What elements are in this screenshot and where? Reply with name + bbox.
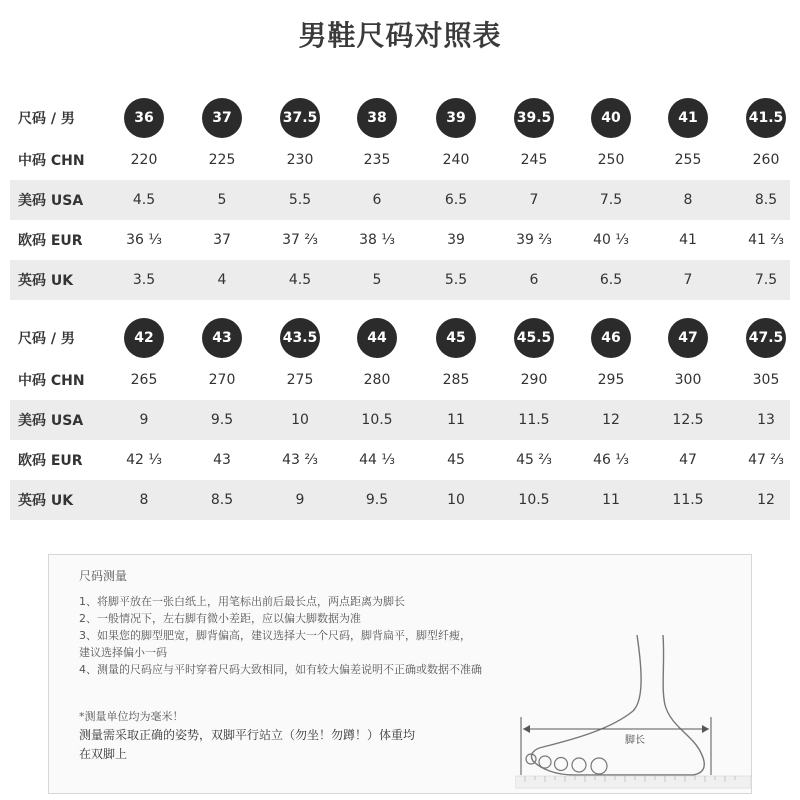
chn-cell: 250 [597,152,625,168]
size-badge: 39.5 [514,98,554,138]
size-row-label: 尺码 / 男 [18,111,75,127]
size-badge: 43.5 [280,318,320,358]
size-badge: 43 [202,318,242,358]
page-title: 男鞋尺码对照表 [298,19,502,52]
guide-item: 建议选择偏小一码 [79,646,167,659]
size-badge: 40 [591,98,631,138]
chn-row [10,140,790,180]
usa-row [10,400,790,440]
uk-cell: 9 [295,492,305,508]
uk-cell: 10 [447,492,465,508]
guide-item: 3、如果您的脚型肥宽，脚背偏高，建议选择大一个尺码，脚背扁平，脚型纤瘦， [79,629,471,642]
size-badge: 38 [357,98,397,138]
usa-cell: 8.5 [754,192,778,208]
eur-cell: 45 ⅔ [516,452,552,468]
eur-cell: 47 ⅔ [748,452,784,468]
eur-cell: 47 [679,452,697,468]
size-row-label: 尺码 / 男 [18,331,75,347]
usa-cell: 10.5 [361,412,393,428]
eur-cell: 36 ⅓ [126,232,162,248]
measurement-note [79,707,539,764]
usa-row-label: 美码 USA [18,193,84,209]
guide-item: 1、将脚平放在一张白纸上，用笔标出前后最长点，两点距离为脚长 [79,595,405,608]
size-badge: 45 [436,318,476,358]
uk-cell: 6 [529,272,539,288]
usa-cell: 9 [139,412,149,428]
size-table-1 [10,96,790,300]
chn-cell: 275 [286,372,314,388]
eur-cell: 41 ⅔ [748,232,784,248]
size-row [10,96,790,140]
guide-item: 2、一般情况下，左右脚有微小差距，应以偏大脚数据为准 [79,612,361,625]
usa-cell: 11 [447,412,465,428]
usa-cell: 6 [372,192,382,208]
chn-cell: 280 [363,372,391,388]
eur-row-label: 欧码 EUR [18,233,83,249]
uk-cell: 3.5 [132,272,156,288]
usa-cell: 5 [217,192,227,208]
usa-row [10,180,790,220]
usa-cell: 8 [683,192,693,208]
posture-note-cont: 在双脚上 [79,747,128,761]
uk-row-label: 英码 UK [18,493,74,509]
uk-cell: 8 [139,492,149,508]
uk-cell: 4.5 [288,272,312,288]
chn-cell: 290 [520,372,548,388]
uk-row-label: 英码 UK [18,273,74,289]
eur-cell: 39 [447,232,465,248]
size-badge: 39 [436,98,476,138]
eur-row [10,220,790,260]
chn-cell: 235 [363,152,391,168]
chn-cell: 270 [208,372,236,388]
uk-cell: 4 [217,272,227,288]
size-badge: 37.5 [280,98,320,138]
chn-cell: 285 [442,372,470,388]
usa-cell: 13 [757,412,775,428]
eur-cell: 42 ⅓ [126,452,162,468]
size-badge: 44 [357,318,397,358]
eur-cell: 41 [679,232,697,248]
size-badge: 42 [124,318,164,358]
chn-cell: 300 [674,372,702,388]
eur-cell: 40 ⅓ [593,232,629,248]
posture-note: 测量需采取正确的姿势，双脚平行站立（勿坐！勿蹲！）体重均 [79,728,416,742]
eur-cell: 44 ⅓ [359,452,395,468]
eur-cell: 46 ⅓ [593,452,629,468]
usa-cell: 11.5 [518,412,550,428]
uk-cell: 6.5 [599,272,623,288]
eur-cell: 38 ⅓ [359,232,395,248]
eur-cell: 43 [213,452,231,468]
chn-cell: 305 [752,372,780,388]
chn-cell: 240 [442,152,470,168]
chn-cell: 255 [674,152,702,168]
guide-item: 4、测量的尺码应与平时穿着尺码大致相同，如有较大偏差说明不正确或数据不准确 [79,663,482,676]
chn-cell: 265 [130,372,158,388]
uk-cell: 8.5 [210,492,234,508]
chn-cell: 260 [752,152,780,168]
measurement-guide [48,554,752,794]
eur-cell: 45 [447,452,465,468]
usa-cell: 9.5 [210,412,234,428]
uk-cell: 11 [602,492,620,508]
eur-cell: 37 [213,232,231,248]
chn-cell: 295 [597,372,625,388]
size-badge: 41 [668,98,708,138]
usa-cell: 10 [291,412,309,428]
size-badge: 36 [124,98,164,138]
uk-cell: 12 [757,492,775,508]
uk-cell: 11.5 [672,492,704,508]
size-badge: 47.5 [746,318,786,358]
size-badge: 37 [202,98,242,138]
size-row [10,316,790,360]
eur-row [10,440,790,480]
eur-row-label: 欧码 EUR [18,453,83,469]
eur-cell: 37 ⅔ [282,232,318,248]
size-badge: 47 [668,318,708,358]
eur-cell: 43 ⅔ [282,452,318,468]
uk-cell: 7.5 [754,272,778,288]
size-badge: 41.5 [746,98,786,138]
guide-title: 尺码测量 [79,569,128,583]
uk-cell: 10.5 [518,492,550,508]
eur-cell: 39 ⅔ [516,232,552,248]
size-badge: 45.5 [514,318,554,358]
chn-cell: 230 [286,152,314,168]
usa-cell: 7.5 [599,192,623,208]
chn-row-label: 中码 CHN [18,153,85,169]
chn-cell: 220 [130,152,158,168]
usa-cell: 4.5 [132,192,156,208]
unit-note: *测量单位均为毫米！ [79,710,184,723]
uk-row [10,260,790,300]
usa-row-label: 美码 USA [18,413,84,429]
chn-cell: 245 [520,152,548,168]
usa-cell: 7 [529,192,539,208]
chn-row-label: 中码 CHN [18,373,85,389]
size-badge: 46 [591,318,631,358]
size-table-2 [10,316,790,520]
usa-cell: 5.5 [288,192,312,208]
chn-row [10,360,790,400]
uk-cell: 5.5 [444,272,468,288]
usa-cell: 6.5 [444,192,468,208]
usa-cell: 12 [602,412,620,428]
chn-cell: 225 [208,152,236,168]
usa-cell: 12.5 [672,412,704,428]
foot-illustration [515,635,751,791]
uk-cell: 9.5 [365,492,389,508]
uk-cell: 7 [683,272,693,288]
uk-row [10,480,790,520]
uk-cell: 5 [372,272,382,288]
foot-length-label: 脚长 [625,735,645,746]
